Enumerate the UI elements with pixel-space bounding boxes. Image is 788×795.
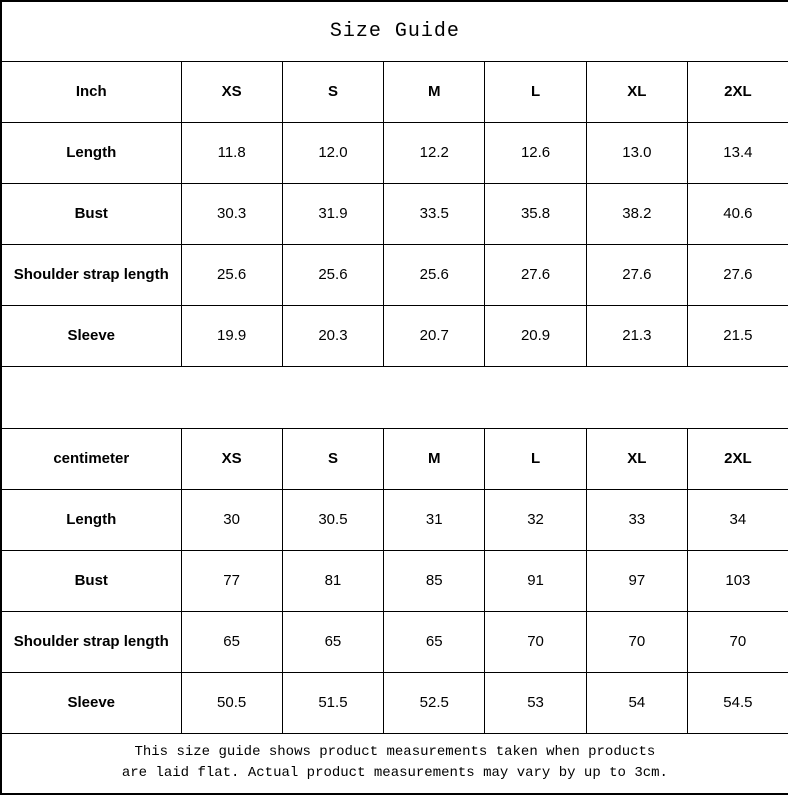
- cm-unit-header: centimeter: [1, 428, 181, 489]
- value-cell: 30.5: [282, 489, 383, 550]
- value-cell: 50.5: [181, 672, 282, 733]
- value-cell: 20.3: [282, 305, 383, 366]
- footer-note: [1, 733, 788, 794]
- cm-size-header-m: M: [384, 428, 485, 489]
- page-title: Size Guide: [1, 1, 788, 61]
- inch-size-header-xl: XL: [586, 61, 687, 122]
- inch-size-header-xs: XS: [181, 61, 282, 122]
- value-cell: 19.9: [181, 305, 282, 366]
- value-cell: 91: [485, 550, 586, 611]
- value-cell: 12.0: [282, 122, 383, 183]
- row-label: Length: [1, 489, 181, 550]
- value-cell: 51.5: [282, 672, 383, 733]
- table-row: [1, 550, 788, 611]
- table-row: [1, 489, 788, 550]
- value-cell: 30.3: [181, 183, 282, 244]
- value-cell: 25.6: [282, 244, 383, 305]
- value-cell: 31: [384, 489, 485, 550]
- inch-size-header-l: L: [485, 61, 586, 122]
- value-cell: 70: [485, 611, 586, 672]
- value-cell: 30: [181, 489, 282, 550]
- value-cell: 13.0: [586, 122, 687, 183]
- value-cell: 12.2: [384, 122, 485, 183]
- value-cell: 103: [687, 550, 788, 611]
- cm-size-header-l: L: [485, 428, 586, 489]
- value-cell: 21.3: [586, 305, 687, 366]
- value-cell: 54: [586, 672, 687, 733]
- value-cell: 40.6: [687, 183, 788, 244]
- value-cell: 65: [282, 611, 383, 672]
- row-label: Bust: [1, 550, 181, 611]
- value-cell: 65: [181, 611, 282, 672]
- value-cell: 25.6: [384, 244, 485, 305]
- value-cell: 77: [181, 550, 282, 611]
- cm-size-header-2xl: 2XL: [687, 428, 788, 489]
- row-label: Sleeve: [1, 305, 181, 366]
- table-row: [1, 244, 788, 305]
- cm-size-header-s: S: [282, 428, 383, 489]
- value-cell: 32: [485, 489, 586, 550]
- cm-size-header-xs: XS: [181, 428, 282, 489]
- spacer-row: [1, 366, 788, 428]
- value-cell: 31.9: [282, 183, 383, 244]
- table-row: [1, 183, 788, 244]
- value-cell: 20.7: [384, 305, 485, 366]
- footer-note-line-1: This size guide shows product measurements taken when products: [134, 744, 656, 761]
- value-cell: 27.6: [485, 244, 586, 305]
- inch-unit-header: Inch: [1, 61, 181, 122]
- value-cell: 25.6: [181, 244, 282, 305]
- value-cell: 35.8: [485, 183, 586, 244]
- table-row: [1, 672, 788, 733]
- value-cell: 12.6: [485, 122, 586, 183]
- value-cell: 54.5: [687, 672, 788, 733]
- value-cell: 27.6: [586, 244, 687, 305]
- value-cell: 33: [586, 489, 687, 550]
- table-row: [1, 122, 788, 183]
- value-cell: 53: [485, 672, 586, 733]
- value-cell: 52.5: [384, 672, 485, 733]
- value-cell: 65: [384, 611, 485, 672]
- row-label: Shoulder strap length: [1, 244, 181, 305]
- value-cell: 13.4: [687, 122, 788, 183]
- table-row: [1, 611, 788, 672]
- inch-size-header-s: S: [282, 61, 383, 122]
- inch-size-header-2xl: 2XL: [687, 61, 788, 122]
- value-cell: 11.8: [181, 122, 282, 183]
- value-cell: 97: [586, 550, 687, 611]
- row-label: Bust: [1, 183, 181, 244]
- value-cell: 70: [687, 611, 788, 672]
- cm-size-header-xl: XL: [586, 428, 687, 489]
- value-cell: 27.6: [687, 244, 788, 305]
- row-label: Sleeve: [1, 672, 181, 733]
- value-cell: 38.2: [586, 183, 687, 244]
- value-cell: 85: [384, 550, 485, 611]
- table-row: [1, 305, 788, 366]
- row-label: Shoulder strap length: [1, 611, 181, 672]
- row-label: Length: [1, 122, 181, 183]
- value-cell: 81: [282, 550, 383, 611]
- footer-note-line-2: are laid flat. Actual product measurements may vary by up to 3cm.: [121, 765, 668, 782]
- value-cell: 70: [586, 611, 687, 672]
- value-cell: 20.9: [485, 305, 586, 366]
- inch-size-header-m: M: [384, 61, 485, 122]
- value-cell: 33.5: [384, 183, 485, 244]
- value-cell: 21.5: [687, 305, 788, 366]
- value-cell: 34: [687, 489, 788, 550]
